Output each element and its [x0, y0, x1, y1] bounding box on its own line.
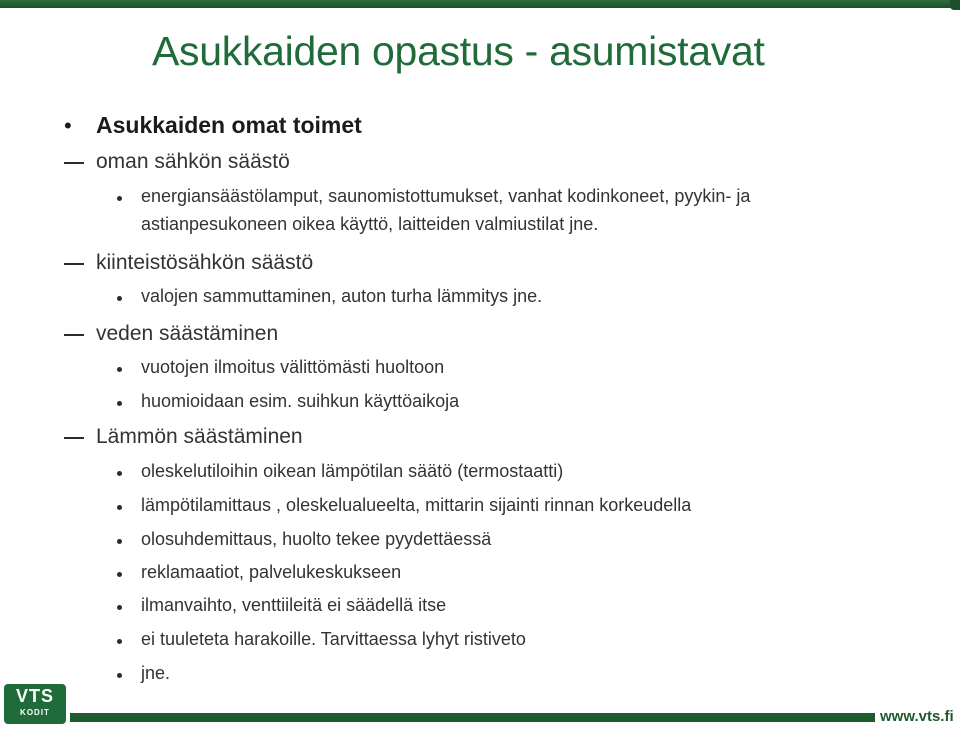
bullet-icon: [117, 367, 122, 372]
bullet-icon: [117, 471, 122, 476]
footer-bar: [70, 713, 875, 722]
bullet-icon: [117, 296, 122, 301]
bullet-icon: [117, 639, 122, 644]
logo-text: VTS: [15, 686, 54, 706]
bullet-icon: [117, 401, 122, 406]
list-item: jne.: [141, 663, 171, 683]
bullet-icon: [117, 673, 122, 678]
list-item: lämpötilamittaus , oleskelualueelta, mittarin sijainti rinnan korkeudella: [141, 495, 692, 515]
bullet-icon: [117, 605, 122, 610]
list-item: valojen sammuttaminen, auton turha lämmitys jne.: [141, 286, 543, 306]
heading-own-actions: Asukkaiden omat toimet: [96, 112, 362, 138]
list-item: reklamaatiot, palvelukeskukseen: [141, 562, 402, 582]
dash-icon: [64, 437, 84, 439]
list-item: ilmanvaihto, venttiileitä ei säädellä itse: [141, 595, 447, 615]
section-label: veden säästäminen: [96, 322, 279, 345]
logo-subtext: KODIT: [20, 708, 50, 717]
top-bar-cap: [950, 0, 960, 10]
list-item: energiansäästölamput, saunomistottumukset, vanhat kodinkoneet, pyykin- ja: [141, 186, 751, 206]
slide-title: Asukkaiden opastus - asumistavat: [152, 28, 765, 74]
list-item: huomioidaan esim. suihkun käyttöaikoja: [141, 391, 460, 411]
list-item: ei tuuleteta harakoille. Tarvittaessa lyhyt ristiveto: [141, 629, 526, 649]
bullet-icon: [117, 196, 122, 201]
bullet-icon: [117, 572, 122, 577]
section-label: oman sähkön säästö: [96, 150, 290, 173]
list-item: vuotojen ilmoitus välittömästi huoltoon: [141, 357, 445, 377]
bullet-icon: •: [64, 113, 72, 138]
list-item: astianpesukoneen oikea käyttö, laitteiden valmiustilat jne.: [141, 214, 599, 234]
section-label: Lämmön säästäminen: [96, 425, 303, 448]
footer-url: www.vts.fi: [880, 708, 954, 725]
vts-logo: [4, 684, 66, 724]
dash-icon: [64, 263, 84, 265]
dash-icon: [64, 162, 84, 164]
top-bar: [0, 0, 960, 8]
list-item: oleskelutiloihin oikean lämpötilan säätö (termostaatti): [141, 461, 564, 481]
section-label: kiinteistösähkön säästö: [96, 251, 314, 274]
list-item: olosuhdemittaus, huolto tekee pyydettäessä: [141, 529, 492, 549]
dash-icon: [64, 334, 84, 336]
bullet-icon: [117, 539, 122, 544]
bullet-icon: [117, 505, 122, 510]
